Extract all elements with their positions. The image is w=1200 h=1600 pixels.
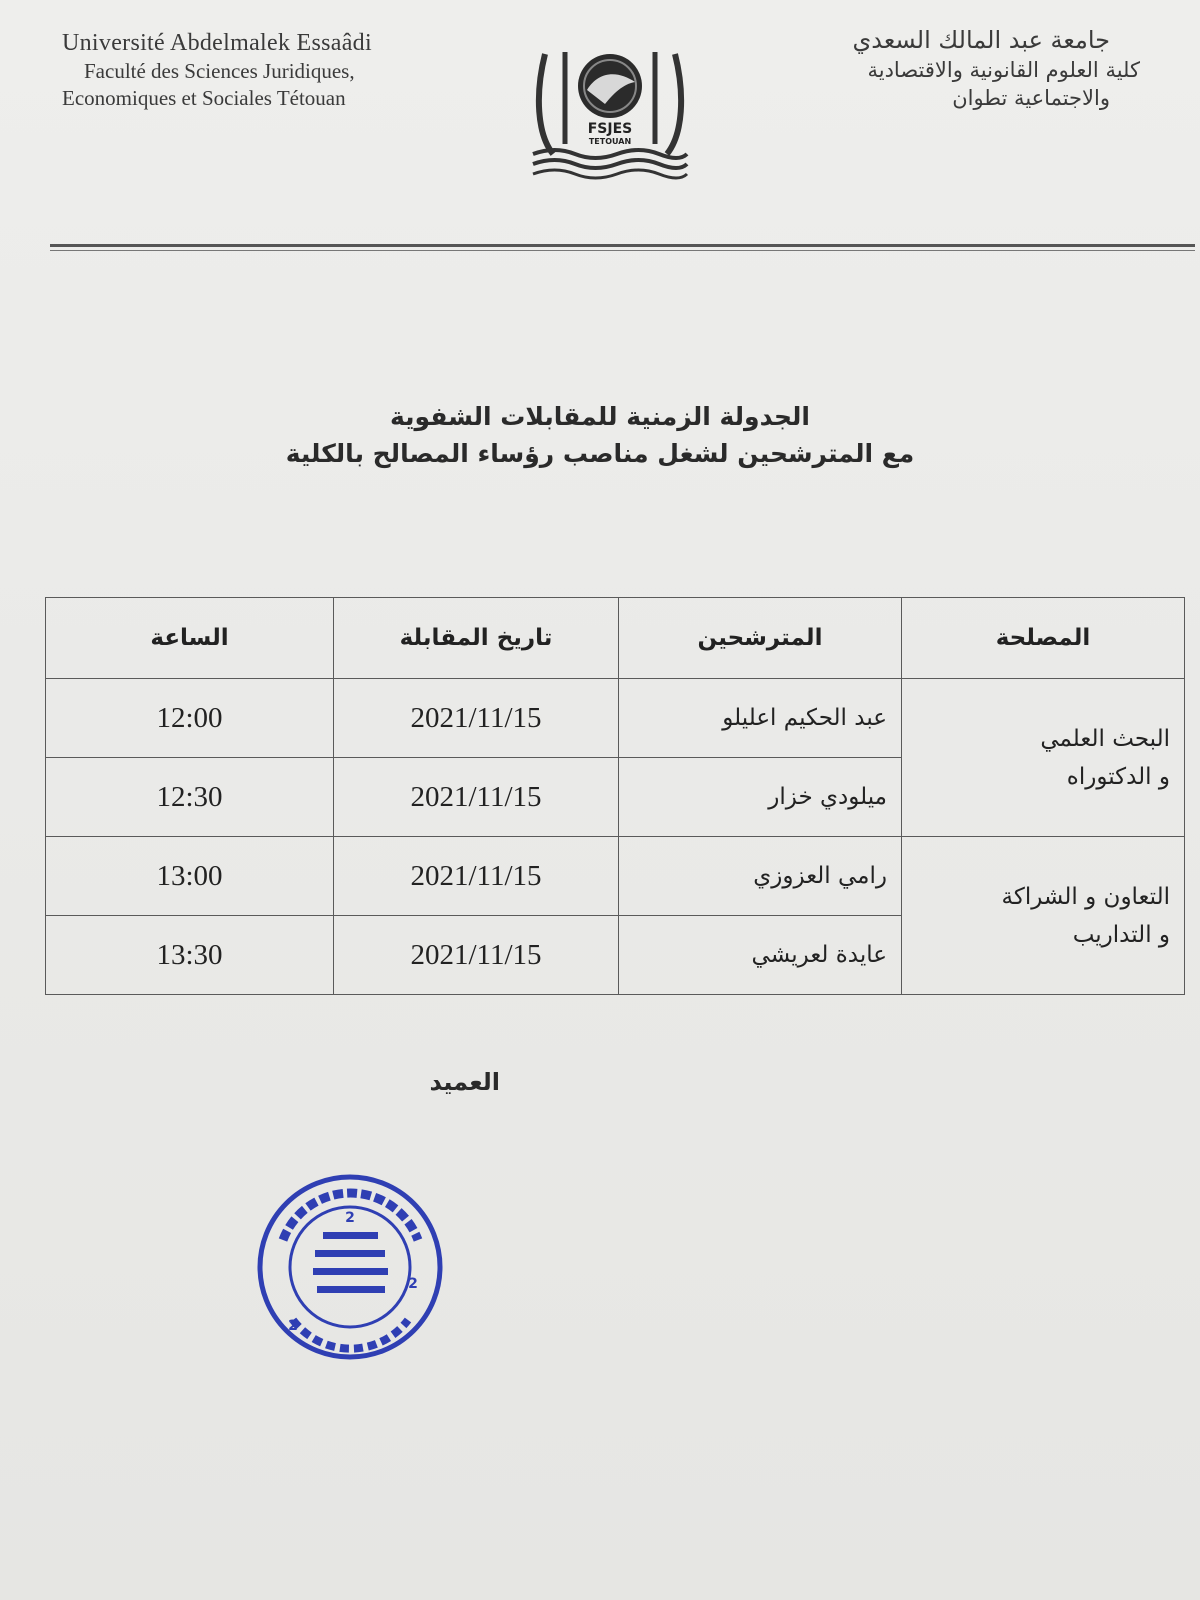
logo-text: FSJES (587, 121, 633, 137)
header-divider (50, 244, 1195, 247)
service-cell (902, 837, 1185, 995)
time-cell: 12:30 (46, 758, 334, 837)
header-date: تاريخ المقابلة (334, 598, 619, 679)
date-cell: 2021/11/15 (334, 837, 619, 916)
header-divider-thin (50, 250, 1195, 251)
interview-schedule-table (45, 597, 1185, 995)
time-cell: 13:30 (46, 916, 334, 995)
candidate-cell: رامي العزوزي (619, 837, 902, 916)
service-name-line1: البحث العلمي (1040, 725, 1170, 752)
candidate-cell: عبد الحكيم اعليلو (619, 679, 902, 758)
faculty-logo (525, 24, 695, 204)
title-line2: مع المترشحين لشغل مناصب رؤساء المصالح بالكلية (285, 439, 915, 468)
ar-faculty-line1: كلية العلوم القانونية والاقتصادية (867, 58, 1140, 82)
header-candidates: المترشحين (619, 598, 902, 679)
table-header-row (46, 598, 1185, 679)
date-cell: 2021/11/15 (334, 679, 619, 758)
time-cell: 13:00 (46, 837, 334, 916)
time-cell: 12:00 (46, 679, 334, 758)
fr-faculty-line1: Faculté des Sciences Juridiques, (84, 59, 355, 83)
service-name-line1: التعاون و الشراكة (1001, 883, 1170, 910)
ar-faculty-line2: والاجتماعية تطوان (952, 86, 1110, 110)
candidate-cell: عايدة لعريشي (619, 916, 902, 995)
date-cell: 2021/11/15 (334, 758, 619, 837)
svg-text:2: 2 (345, 1210, 355, 1226)
service-cell (902, 679, 1185, 837)
header-french (62, 30, 462, 111)
fr-faculty-line2: Economiques et Sociales Tétouan (62, 86, 346, 110)
service-name-line2: و التداريب (1072, 921, 1170, 948)
candidate-cell: ميلودي خزار (619, 758, 902, 837)
table-row (46, 837, 1185, 916)
date-cell: 2021/11/15 (334, 916, 619, 995)
document-title (200, 400, 1000, 474)
logo-city: TETOUAN (588, 137, 632, 146)
fr-university-name: Université Abdelmalek Essaâdi (62, 30, 372, 56)
table-row (46, 679, 1185, 758)
header-service: المصلحة (902, 598, 1185, 679)
svg-text:2: 2 (408, 1276, 418, 1292)
title-line1: الجدولة الزمنية للمقابلات الشفوية (389, 402, 810, 431)
service-name-line2: و الدكتوراه (1066, 763, 1170, 790)
svg-text:2: 2 (288, 1318, 298, 1334)
header-time: الساعة (46, 598, 334, 679)
ar-university-name: جامعة عبد المالك السعدي (852, 26, 1110, 54)
official-stamp (253, 1170, 448, 1365)
dean-label: العميد (429, 1068, 500, 1096)
header-arabic (800, 26, 1140, 110)
